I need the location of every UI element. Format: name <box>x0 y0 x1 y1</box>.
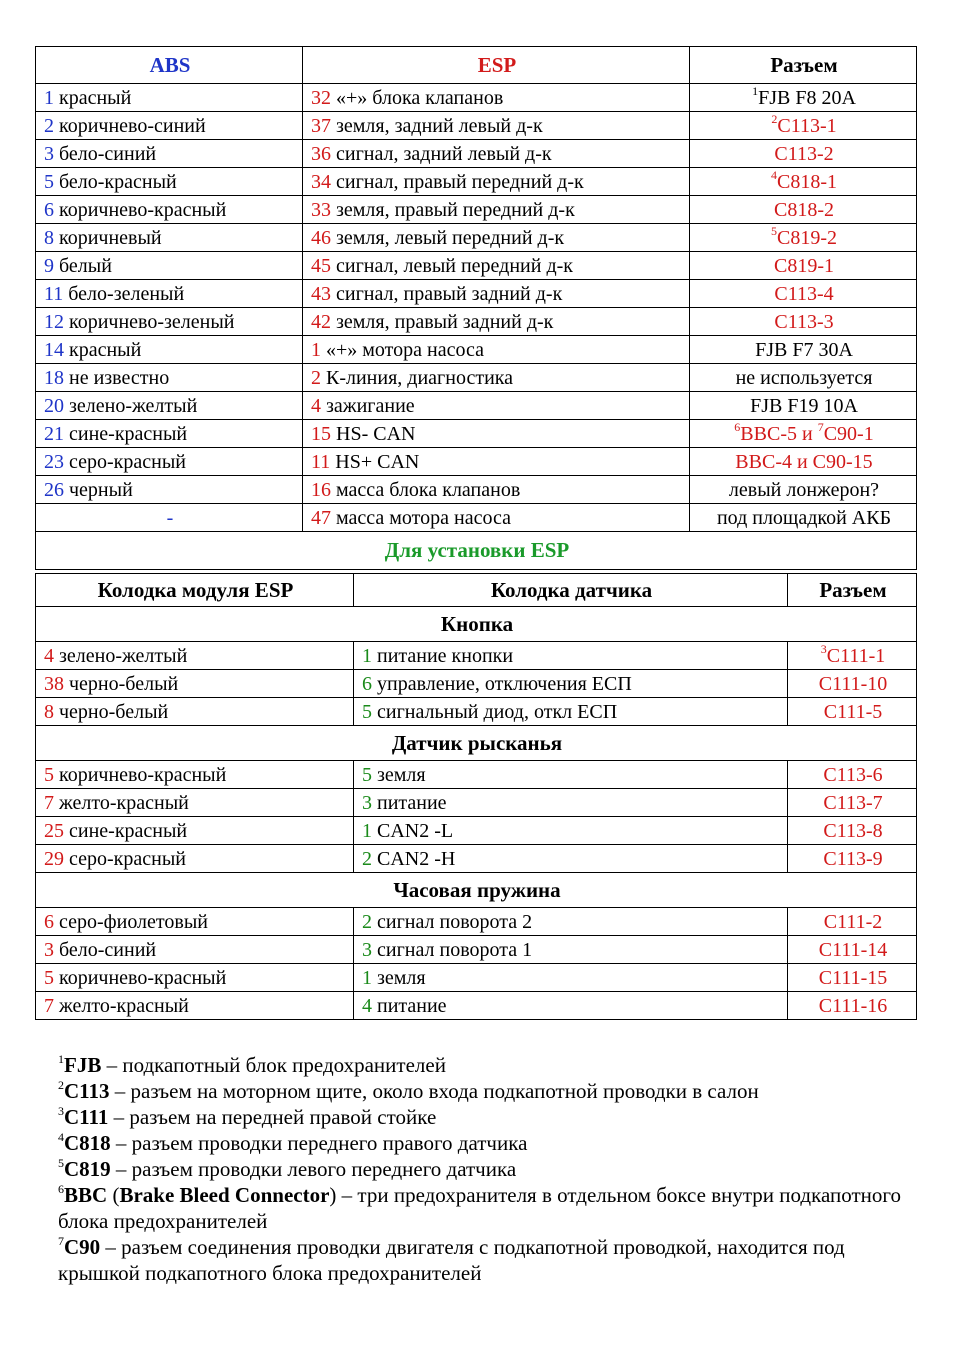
sensor-pin-function: земля <box>377 966 426 989</box>
module-pin-number: 7 <box>44 791 54 814</box>
table-row <box>36 112 917 140</box>
footnote-ref: 2 <box>771 111 778 126</box>
wire-color: коричнево-красный <box>59 198 227 221</box>
module-pin-cell <box>36 845 354 873</box>
sensor-pin-cell <box>354 670 788 698</box>
module-pin-number: 3 <box>44 938 54 961</box>
connector-cell <box>690 112 917 140</box>
module-pin-cell <box>36 908 354 936</box>
esp-pin-number: 43 <box>311 282 331 305</box>
table-row <box>36 168 917 196</box>
abs-pin-cell <box>36 476 303 504</box>
abs-pin-number: 11 <box>44 282 64 305</box>
footnotes <box>58 1052 918 1286</box>
table-row <box>36 789 917 817</box>
sensor-pin-cell <box>354 761 788 789</box>
connector-cell <box>690 504 917 532</box>
sensor-pin-number: 6 <box>362 672 372 695</box>
sensor-pin-function: питание <box>377 994 447 1017</box>
footnote <box>58 1156 918 1182</box>
footnote-ref: 5 <box>58 1156 64 1170</box>
sensor-pin-cell <box>354 908 788 936</box>
column-header: ESP <box>303 47 690 84</box>
abs-pin-cell <box>36 504 303 532</box>
connector-cell <box>788 845 917 873</box>
connector-value: C113-9 <box>823 847 883 870</box>
section-title: Часовая пружина <box>36 873 917 908</box>
connector-value: C818-2 <box>774 198 834 221</box>
esp-pin-number: 4 <box>311 394 321 417</box>
footnote <box>58 1104 918 1130</box>
wire-color: серо-красный <box>69 450 186 473</box>
esp-pin-number: 42 <box>311 310 331 333</box>
table-row <box>36 761 917 789</box>
connector-cell <box>690 392 917 420</box>
wire-color: красный <box>69 338 142 361</box>
table-row <box>36 670 917 698</box>
abs-pin-number: 5 <box>44 170 54 193</box>
wire-color: серо-фиолетовый <box>59 910 208 933</box>
esp-pin-cell <box>303 280 690 308</box>
esp-pin-function: земля, правый задний д-к <box>336 310 554 333</box>
wire-color: черно-белый <box>69 672 179 695</box>
connector-cell <box>690 336 917 364</box>
footnote-term: C819 <box>64 1157 111 1181</box>
connector-value: BBC-4 и C90-15 <box>735 450 873 473</box>
module-pin-number: 4 <box>44 644 54 667</box>
esp-install-table <box>35 573 917 1020</box>
table-row <box>36 280 917 308</box>
footnote-ref: 5 <box>771 223 777 238</box>
abs-esp-pinout-table <box>35 46 917 570</box>
connector-value: не используется <box>735 366 873 389</box>
sensor-pin-function: управление, отключения ЕСП <box>377 672 632 695</box>
header-row <box>36 47 917 84</box>
connector-cell <box>690 308 917 336</box>
wire-color: желто-красный <box>59 994 189 1017</box>
wire-color: коричнево-синий <box>59 114 206 137</box>
footnote-ref: 7 <box>817 419 824 434</box>
connector-value: C111-1 <box>826 644 886 667</box>
wire-color: зелено-желтый <box>69 394 198 417</box>
connector-value: C90-1 <box>823 422 874 445</box>
footnote-ref: 1 <box>752 83 759 98</box>
connector-value: C111-14 <box>818 938 888 961</box>
connector-cell <box>788 817 917 845</box>
connector-value: FJB F19 10A <box>750 394 858 417</box>
connector-cell <box>690 364 917 392</box>
footnote-text: ( <box>107 1183 120 1207</box>
wire-color: серо-красный <box>69 847 186 870</box>
table-row <box>36 84 917 112</box>
wire-color: черный <box>69 478 133 501</box>
connector-value: C113-1 <box>777 114 837 137</box>
footnote-ref: 6 <box>58 1182 64 1196</box>
esp-pin-number: 16 <box>311 478 331 501</box>
sensor-pin-number: 1 <box>362 819 372 842</box>
abs-pin-cell <box>36 392 303 420</box>
module-pin-cell <box>36 817 354 845</box>
esp-pin-cell <box>303 308 690 336</box>
esp-pin-number: 32 <box>311 86 331 109</box>
table-row <box>36 420 917 448</box>
table-row <box>36 196 917 224</box>
footnote <box>58 1078 918 1104</box>
connector-cell <box>690 420 917 448</box>
connector-value: левый лонжерон? <box>728 478 880 501</box>
table-row <box>36 448 917 476</box>
esp-pin-number: 2 <box>311 366 321 389</box>
sensor-pin-cell <box>354 845 788 873</box>
wire-color: красный <box>59 86 132 109</box>
abs-pin-cell <box>36 448 303 476</box>
wire-color: сине-красный <box>69 819 188 842</box>
connector-cell <box>690 140 917 168</box>
esp-pin-number: 47 <box>311 506 331 529</box>
table-row <box>36 817 917 845</box>
footnote-term: C111 <box>64 1105 109 1129</box>
connector-cell <box>788 936 917 964</box>
footnote-ref: 4 <box>771 167 777 182</box>
connector-cell <box>788 908 917 936</box>
footnote-ref: 2 <box>58 1078 64 1092</box>
footnote-text: – разъем на передней правой стойке <box>108 1105 437 1129</box>
connector-cell <box>788 761 917 789</box>
footnote-text: – подкапотный блок предохранителей <box>101 1053 446 1077</box>
sensor-pin-cell <box>354 817 788 845</box>
abs-pin-cell <box>36 420 303 448</box>
connector-cell <box>690 84 917 112</box>
module-pin-cell <box>36 789 354 817</box>
esp-pin-cell <box>303 392 690 420</box>
esp-pin-number: 36 <box>311 142 331 165</box>
abs-pin-number: 1 <box>44 86 54 109</box>
esp-pin-cell <box>303 140 690 168</box>
table-row <box>36 698 917 726</box>
table-row <box>36 504 917 532</box>
abs-pin-number: 14 <box>44 338 64 361</box>
footnote <box>58 1234 918 1286</box>
footnote-term: Brake Bleed Connector <box>119 1183 330 1207</box>
module-pin-number: 38 <box>44 672 64 695</box>
module-pin-number: 25 <box>44 819 64 842</box>
abs-pin-number: 2 <box>44 114 54 137</box>
module-pin-number: 29 <box>44 847 64 870</box>
abs-pin-number: - <box>166 506 174 529</box>
sensor-pin-number: 4 <box>362 994 372 1017</box>
abs-pin-cell <box>36 280 303 308</box>
wire-color: коричнево-красный <box>59 966 227 989</box>
table-row <box>36 992 917 1020</box>
abs-pin-cell <box>36 84 303 112</box>
table-row <box>36 476 917 504</box>
footnote-ref: 1 <box>58 1052 64 1066</box>
connector-cell <box>690 224 917 252</box>
table-row <box>36 392 917 420</box>
footnote-ref: 6 <box>734 419 741 434</box>
footnote-text: ) – три предохранителя в отдельном боксе внутри подкапотного блока предохранителей <box>58 1183 901 1233</box>
abs-pin-number: 8 <box>44 226 54 249</box>
sensor-pin-function: CAN2 -H <box>377 847 456 870</box>
wire-color: сине-красный <box>69 422 188 445</box>
module-pin-cell <box>36 670 354 698</box>
connector-value: C113-2 <box>774 142 834 165</box>
abs-pin-cell <box>36 112 303 140</box>
footnote-term: C113 <box>64 1079 110 1103</box>
esp-pin-number: 15 <box>311 422 331 445</box>
connector-value: C113-8 <box>823 819 883 842</box>
wire-color: зелено-желтый <box>59 644 188 667</box>
esp-pin-cell <box>303 84 690 112</box>
connector-cell <box>690 168 917 196</box>
wire-color: не известно <box>69 366 170 389</box>
sensor-pin-number: 3 <box>362 791 372 814</box>
esp-pin-function: зажигание <box>326 394 415 417</box>
wire-color: белый <box>59 254 112 277</box>
esp-pin-cell <box>303 504 690 532</box>
esp-pin-function: сигнал, задний левый д-к <box>336 142 552 165</box>
table-row <box>36 364 917 392</box>
column-header: ABS <box>36 47 303 84</box>
table-row <box>36 845 917 873</box>
module-pin-cell <box>36 761 354 789</box>
esp-pin-function: сигнал, левый передний д-к <box>336 254 573 277</box>
wire-color: бело-красный <box>59 170 177 193</box>
wire-color: коричнево-красный <box>59 763 227 786</box>
wire-color: черно-белый <box>59 700 169 723</box>
esp-pin-cell <box>303 224 690 252</box>
sensor-pin-number: 2 <box>362 910 372 933</box>
wire-color: коричневый <box>59 226 162 249</box>
footnote-text: – разъем на моторном щите, около входа подкапотной проводки в салон <box>109 1079 759 1103</box>
connector-value: C819-1 <box>774 254 834 277</box>
abs-pin-number: 6 <box>44 198 54 221</box>
esp-pin-cell <box>303 336 690 364</box>
abs-pin-number: 18 <box>44 366 64 389</box>
sensor-pin-number: 5 <box>362 763 372 786</box>
table-row <box>36 642 917 670</box>
sensor-pin-cell <box>354 936 788 964</box>
footnote-ref: 7 <box>58 1234 64 1248</box>
esp-pin-number: 1 <box>311 338 321 361</box>
connector-value: C113-7 <box>823 791 883 814</box>
esp-install-title: Для установки ESP <box>36 532 917 570</box>
connector-value: C113-4 <box>774 282 834 305</box>
esp-pin-number: 37 <box>311 114 331 137</box>
footnote-text: – разъем соединения проводки двигателя с подкапотной проводкой, находится под крышкой подкапотного блока предохранителей <box>58 1235 845 1285</box>
footnote-term: C90 <box>64 1235 101 1259</box>
abs-pin-cell <box>36 308 303 336</box>
esp-pin-function: сигнал, правый передний д-к <box>336 170 584 193</box>
abs-pin-cell <box>36 224 303 252</box>
connector-cell <box>788 789 917 817</box>
abs-pin-cell <box>36 168 303 196</box>
table-row <box>36 908 917 936</box>
esp-pin-cell <box>303 168 690 196</box>
esp-pin-number: 45 <box>311 254 331 277</box>
table-row <box>36 252 917 280</box>
abs-pin-number: 26 <box>44 478 64 501</box>
esp-pin-cell <box>303 476 690 504</box>
connector-cell <box>690 448 917 476</box>
footnote <box>58 1130 918 1156</box>
esp-pin-number: 11 <box>311 450 331 473</box>
connector-value: C111-15 <box>818 966 888 989</box>
connector-value: под площадкой АКБ <box>716 506 892 529</box>
abs-pin-cell <box>36 364 303 392</box>
esp-pin-function: масса блока клапанов <box>336 478 521 501</box>
connector-cell <box>788 992 917 1020</box>
section-row <box>36 607 917 642</box>
abs-pin-number: 12 <box>44 310 64 333</box>
esp-pin-function: земля, задний левый д-к <box>336 114 543 137</box>
footnote-ref: 4 <box>58 1130 64 1144</box>
module-pin-cell <box>36 964 354 992</box>
sensor-pin-number: 3 <box>362 938 372 961</box>
column-header: Колодка модуля ESP <box>36 574 354 607</box>
module-pin-number: 5 <box>44 966 54 989</box>
connector-cell <box>788 964 917 992</box>
wire-color: бело-синий <box>59 142 157 165</box>
sensor-pin-number: 1 <box>362 966 372 989</box>
wire-color: бело-зеленый <box>68 282 185 305</box>
esp-pin-cell <box>303 364 690 392</box>
esp-pin-function: К-линия, диагностика <box>326 366 514 389</box>
footnote <box>58 1182 918 1234</box>
table-row <box>36 308 917 336</box>
sensor-pin-function: сигнальный диод, откл ЕСП <box>377 700 618 723</box>
sensor-pin-function: питание кнопки <box>377 644 514 667</box>
footnote-term: BBC <box>64 1183 108 1207</box>
connector-cell <box>788 698 917 726</box>
connector-cell <box>788 670 917 698</box>
footnote-term: C818 <box>64 1131 111 1155</box>
sensor-pin-number: 5 <box>362 700 372 723</box>
abs-pin-cell <box>36 196 303 224</box>
abs-pin-cell <box>36 336 303 364</box>
esp-pin-function: HS- CAN <box>336 422 416 445</box>
table-row <box>36 336 917 364</box>
sensor-pin-function: CAN2 -L <box>377 819 454 842</box>
esp-pin-number: 34 <box>311 170 331 193</box>
connector-value: FJB F7 30A <box>755 338 853 361</box>
footnote-ref: 3 <box>820 641 827 656</box>
wire-color: желто-красный <box>59 791 189 814</box>
abs-pin-number: 9 <box>44 254 54 277</box>
connector-value: C111-2 <box>823 910 883 933</box>
esp-install-title-row <box>36 532 917 570</box>
esp-pin-cell <box>303 112 690 140</box>
module-pin-cell <box>36 936 354 964</box>
sensor-pin-cell <box>354 698 788 726</box>
table-row <box>36 936 917 964</box>
abs-pin-number: 3 <box>44 142 54 165</box>
esp-pin-function: масса мотора насоса <box>336 506 511 529</box>
module-pin-number: 7 <box>44 994 54 1017</box>
footnote-text: – разъем проводки переднего правого датчика <box>110 1131 528 1155</box>
esp-pin-function: «+» мотора насоса <box>326 338 484 361</box>
esp-pin-function: «+» блока клапанов <box>336 86 504 109</box>
connector-value: C111-10 <box>818 672 888 695</box>
connector-value: C818-1 <box>777 170 837 193</box>
connector-value: BBC-5 и <box>740 422 818 445</box>
sensor-pin-number: 1 <box>362 644 372 667</box>
header-row <box>36 574 917 607</box>
wire-color: бело-синий <box>59 938 157 961</box>
column-header: Колодка датчика <box>354 574 788 607</box>
sensor-pin-function: сигнал поворота 1 <box>377 938 533 961</box>
esp-pin-cell <box>303 448 690 476</box>
section-row <box>36 873 917 908</box>
table-row <box>36 964 917 992</box>
sensor-pin-function: сигнал поворота 2 <box>377 910 533 933</box>
sensor-pin-cell <box>354 964 788 992</box>
sensor-pin-function: земля <box>377 763 426 786</box>
footnote-ref: 3 <box>58 1104 64 1118</box>
sensor-pin-cell <box>354 642 788 670</box>
abs-pin-cell <box>36 252 303 280</box>
esp-pin-number: 46 <box>311 226 331 249</box>
sensor-pin-cell <box>354 992 788 1020</box>
connector-cell <box>788 642 917 670</box>
column-header: Разъем <box>788 574 917 607</box>
connector-value: C111-16 <box>818 994 888 1017</box>
esp-pin-function: земля, левый передний д-к <box>336 226 565 249</box>
module-pin-number: 8 <box>44 700 54 723</box>
connector-value: C819-2 <box>777 226 837 249</box>
section-title: Кнопка <box>36 607 917 642</box>
esp-pin-function: HS+ CAN <box>335 450 420 473</box>
wire-color: коричнево-зеленый <box>69 310 235 333</box>
abs-pin-number: 23 <box>44 450 64 473</box>
esp-pin-function: сигнал, правый задний д-к <box>336 282 563 305</box>
column-header: Разъем <box>690 47 917 84</box>
module-pin-number: 6 <box>44 910 54 933</box>
module-pin-cell <box>36 698 354 726</box>
connector-cell <box>690 196 917 224</box>
esp-pin-cell <box>303 252 690 280</box>
connector-value: FJB F8 20A <box>758 86 856 109</box>
abs-pin-number: 21 <box>44 422 64 445</box>
footnote-term: FJB <box>64 1053 102 1077</box>
sensor-pin-number: 2 <box>362 847 372 870</box>
module-pin-cell <box>36 992 354 1020</box>
connector-value: C111-5 <box>823 700 883 723</box>
module-pin-number: 5 <box>44 763 54 786</box>
table-row <box>36 224 917 252</box>
connector-value: C113-6 <box>823 763 883 786</box>
footnote-text: – разъем проводки левого переднего датчика <box>110 1157 517 1181</box>
connector-cell <box>690 280 917 308</box>
esp-pin-cell <box>303 420 690 448</box>
abs-pin-cell <box>36 140 303 168</box>
module-pin-cell <box>36 642 354 670</box>
footnote <box>58 1052 918 1078</box>
sensor-pin-cell <box>354 789 788 817</box>
connector-cell <box>690 252 917 280</box>
abs-pin-number: 20 <box>44 394 64 417</box>
esp-pin-cell <box>303 196 690 224</box>
esp-pin-function: земля, правый передний д-к <box>336 198 575 221</box>
section-row <box>36 726 917 761</box>
esp-pin-number: 33 <box>311 198 331 221</box>
sensor-pin-function: питание <box>377 791 447 814</box>
connector-value: C113-3 <box>774 310 834 333</box>
section-title: Датчик рысканья <box>36 726 917 761</box>
table-row <box>36 140 917 168</box>
connector-cell <box>690 476 917 504</box>
